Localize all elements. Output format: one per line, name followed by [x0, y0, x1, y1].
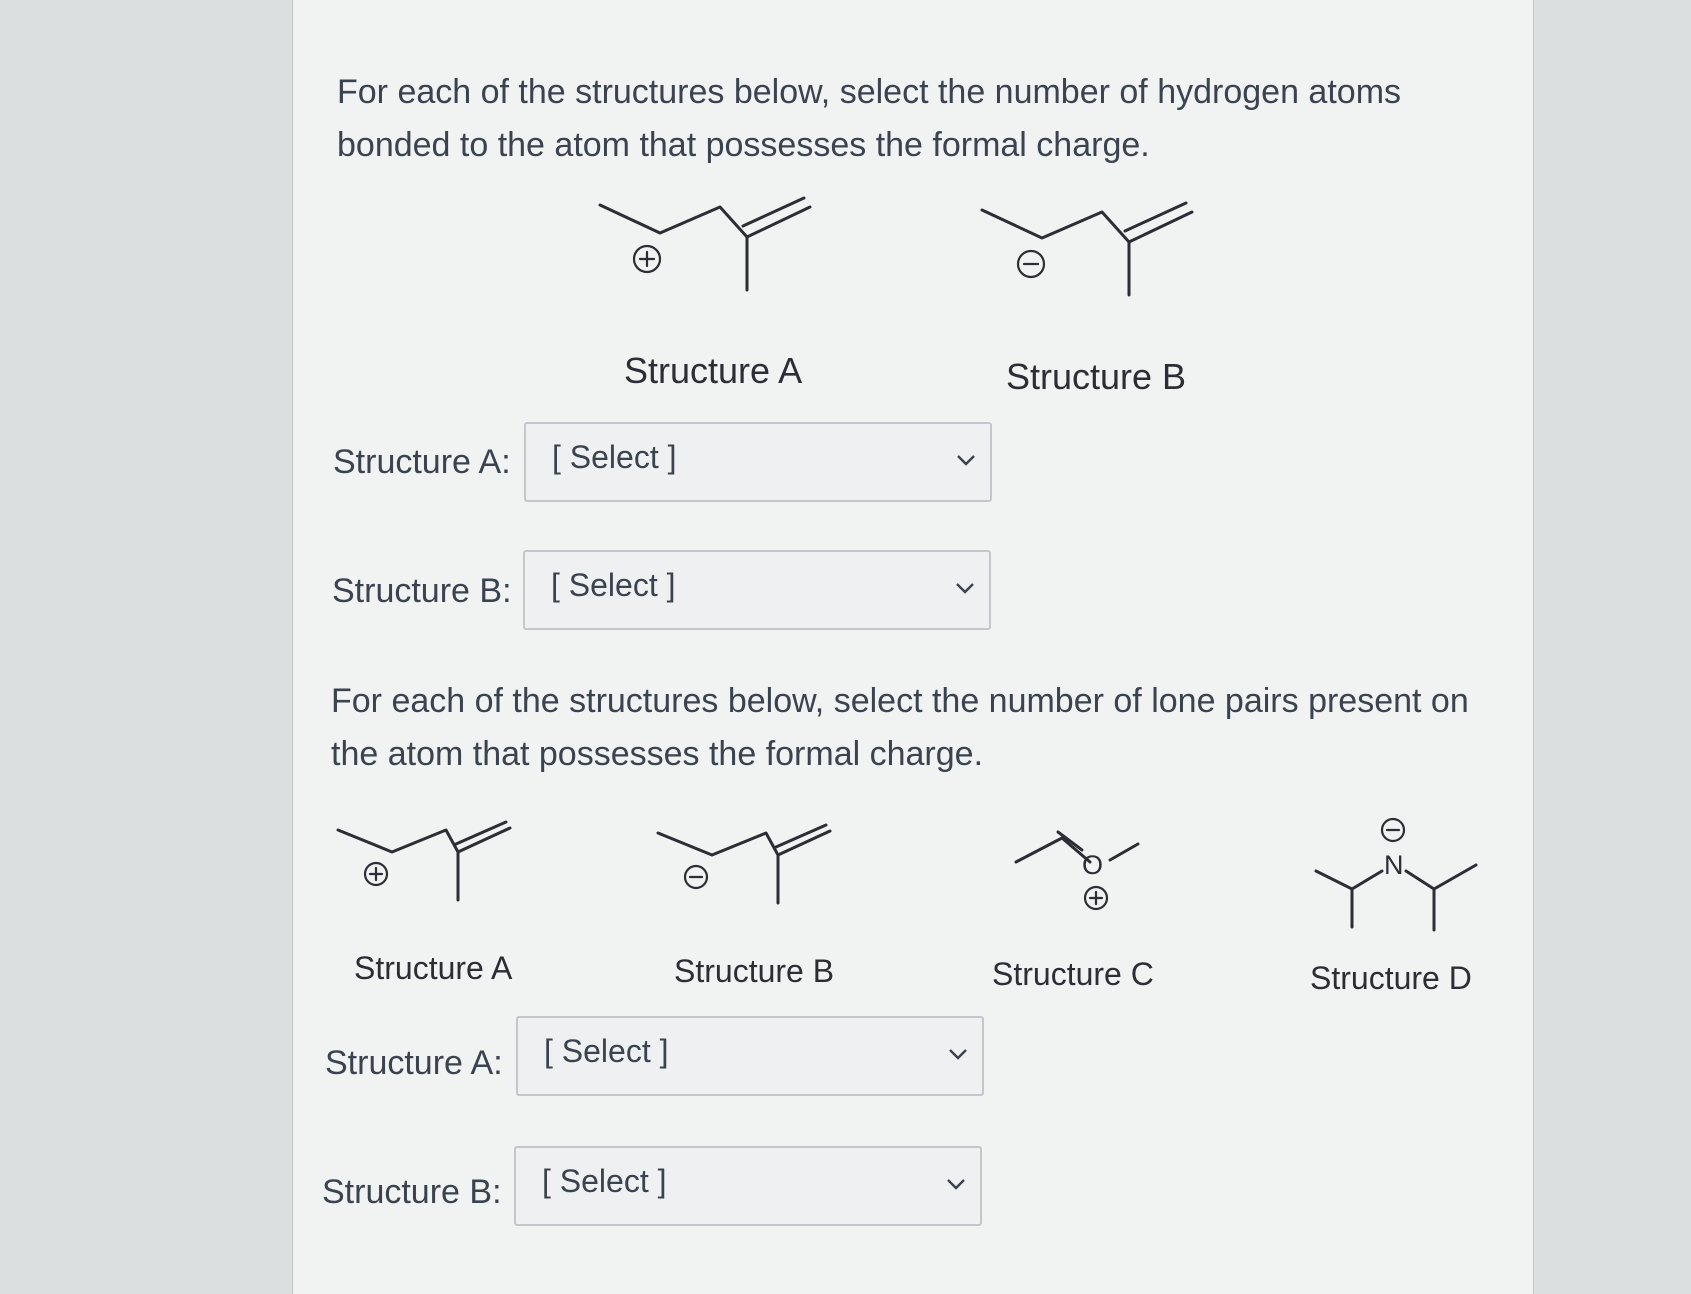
- chevron-down-icon: [953, 576, 977, 600]
- question-2b-label: Structure B:: [322, 1173, 502, 1211]
- structure-d-label: Structure D: [1310, 960, 1472, 996]
- positive-charge-icon: [1085, 887, 1107, 909]
- structure-b-label: Structure B: [1006, 356, 1187, 397]
- structure-b-molecule: [650, 825, 870, 925]
- question-1a-select[interactable]: [524, 422, 992, 502]
- question-1-prompt: [337, 66, 1401, 172]
- question-2b-select[interactable]: [514, 1146, 982, 1226]
- question-1b-select-value: [ Select ]: [551, 567, 676, 603]
- structure-a-label: Structure A: [354, 950, 513, 986]
- chevron-down-icon: [946, 1042, 970, 1066]
- question-1-prompt-line1: For each of the structures below, select the number of hydrogen atoms: [337, 73, 1402, 111]
- question-2-prompt-line1: For each of the structures below, select the number of lone pairs present on: [331, 682, 1469, 720]
- structure-a-label: Structure A: [624, 350, 803, 391]
- positive-charge-icon: [365, 863, 387, 885]
- question-2a-select-value: [ Select ]: [544, 1033, 669, 1069]
- question-2-prompt-line2: the atom that possesses the formal charge.: [331, 735, 984, 773]
- structure-a-molecule: [590, 195, 850, 305]
- question-2-prompt: [331, 675, 1469, 781]
- structure-a-molecule: [330, 822, 550, 922]
- chevron-down-icon: [954, 448, 978, 472]
- nitrogen-atom: N: [1384, 850, 1404, 880]
- structure-c-molecule: [1010, 830, 1150, 930]
- question-1-prompt-line2: bonded to the atom that possesses the formal charge.: [337, 126, 1150, 164]
- positive-charge-icon: [634, 246, 660, 272]
- negative-charge-icon: [1018, 251, 1044, 277]
- negative-charge-icon: [1382, 819, 1404, 841]
- structure-b-label: Structure B: [674, 953, 835, 989]
- question-2a-label: Structure A:: [325, 1044, 503, 1082]
- structure-b-molecule: [972, 200, 1232, 310]
- question-1a-label: Structure A:: [333, 443, 511, 481]
- quiz-page: [292, 0, 1534, 1294]
- question-1b-select[interactable]: [523, 550, 991, 630]
- question-1b-label: Structure B:: [332, 572, 512, 610]
- chevron-down-icon: [944, 1172, 968, 1196]
- structure-d-molecule: [1310, 815, 1490, 935]
- question-1a-select-value: [ Select ]: [552, 439, 677, 475]
- question-2a-select[interactable]: [516, 1016, 984, 1096]
- negative-charge-icon: [685, 866, 707, 888]
- structure-c-label: Structure C: [992, 956, 1154, 992]
- question-2b-select-value: [ Select ]: [542, 1163, 667, 1199]
- oxygen-atom: O: [1082, 850, 1104, 880]
